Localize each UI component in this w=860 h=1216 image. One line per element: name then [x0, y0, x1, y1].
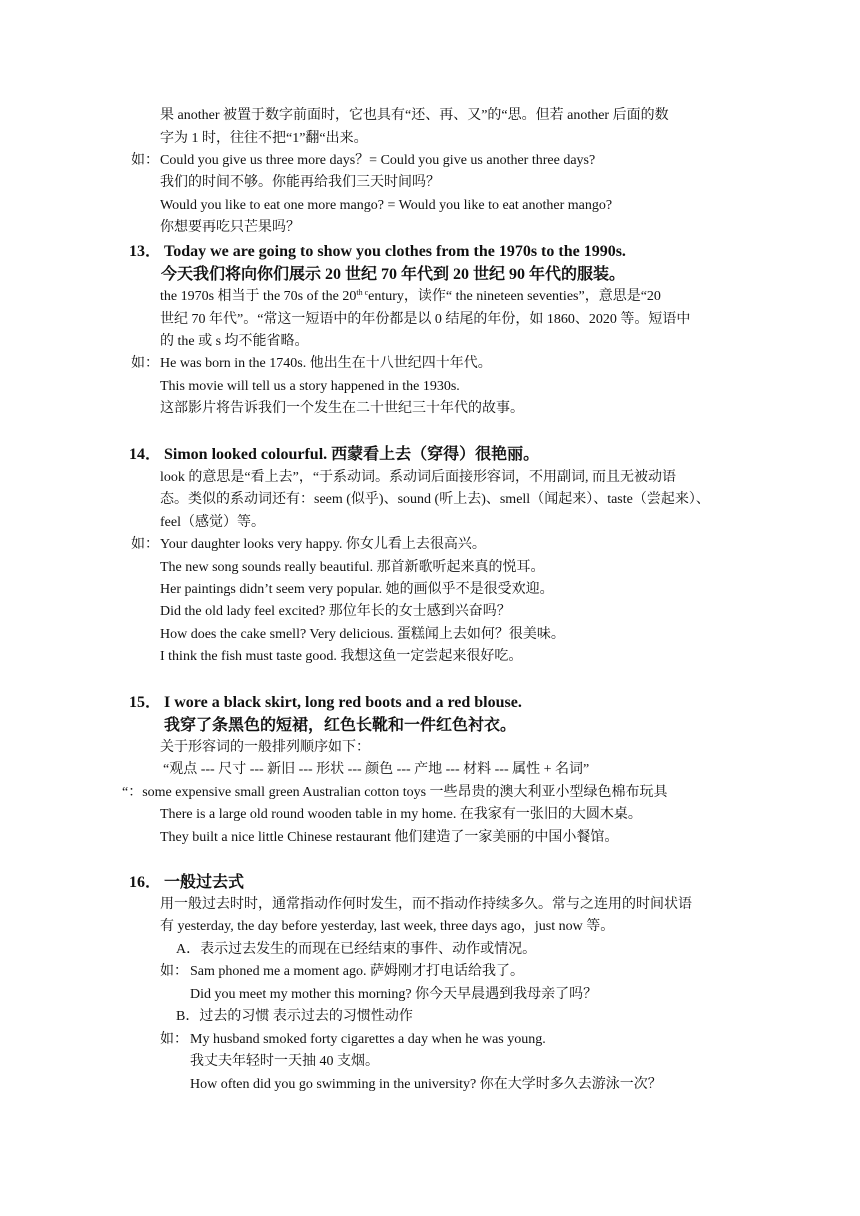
- example-prefix: 如：: [131, 537, 159, 552]
- example-prefix: 如：: [160, 1032, 188, 1047]
- section-13-number: 13．: [129, 243, 162, 260]
- section-15-title-zh: 我穿了条黑色的短裙，红色长靴和一件红色衬衣。: [164, 717, 517, 734]
- example-prefix: 如：: [160, 964, 188, 979]
- intro-example-2-zh: 你想要再吃只芒果吗？: [160, 220, 300, 235]
- example-prefix: 如：: [131, 153, 159, 168]
- intro-example-2-en: Would you like to eat one more mango? = Would you like to eat another mango?: [160, 198, 613, 213]
- section-13-example-2: This movie will tell us a story happened in the 1930s.: [160, 379, 460, 394]
- section-16-a-example-2: Did you meet my mother this morning? 你今天早晨遇到我母亲了吗？: [190, 987, 598, 1002]
- section-14-example-2: The new song sounds really beautiful. 那首新歌听起来真的悦耳。: [160, 560, 545, 575]
- section-14-example-4: Did the old lady feel excited? 那位年长的女士感到兴奋吗？: [160, 604, 511, 619]
- adjective-order-line: “观点 --- 尺寸 --- 新旧 --- 形状 --- 颜色 --- 产地 --- 材料 --- 属性 + 名词”: [163, 762, 590, 777]
- section-13-paragraph-line-3: 的 the 或 s 均不能省略。: [160, 334, 309, 349]
- section-15-example-3: They built a nice little Chinese restaurant 他们建造了一家美丽的中国小餐馆。: [160, 830, 619, 845]
- example-prefix: 如：: [131, 356, 159, 371]
- section-13-p1-part-a: the 1970s 相当于 the 70s of the 20: [160, 289, 357, 304]
- section-15-number: 15．: [129, 694, 162, 711]
- section-14-example-1: Your daughter looks very happy. 你女儿看上去很高兴。: [160, 537, 486, 552]
- section-14-paragraph-line-3: feel（感觉）等。: [160, 515, 265, 530]
- section-15-example-1: “：some expensive small green Australian cotton toys 一些昂贵的澳大利亚小型绿色棉布玩具: [122, 785, 668, 800]
- section-15-example-2: There is a large old round wooden table in my home. 在我家有一张旧的大圆木桌。: [160, 807, 642, 822]
- section-13-p1-part-b: entury，读作“ the nineteen seventies”，意思是“20: [368, 289, 661, 304]
- section-16-b-example-3: How often did you go swimming in the university? 你在大学时多久去游泳一次？: [190, 1077, 662, 1092]
- section-13-paragraph-line-1: [160, 288, 661, 306]
- section-16-paragraph-line-2: 有 yesterday, the day before yesterday, last week, three days ago，just now 等。: [160, 919, 615, 934]
- section-14-paragraph-line-2: 态。类似的系动词还有：seem (似乎)、sound (听上去)、smell（闻起来）、taste（尝起来）、: [160, 492, 710, 507]
- section-15-paragraph-line-1: 关于形容词的一般排列顺序如下：: [160, 740, 370, 755]
- section-16-paragraph-line-1: 用一般过去时时，通常指动作何时发生，而不指动作持续多久。常与之连用的时间状语: [160, 897, 692, 912]
- section-16-point-a: A．表示过去发生的而现在已经结束的事件、动作或情况。: [176, 942, 537, 957]
- section-16-b-example-1: My husband smoked forty cigarettes a day when he was young.: [190, 1032, 546, 1047]
- intro-example-1-zh: 我们的时间不够。你能再给我们三天时间吗？: [160, 175, 440, 190]
- section-16-point-b: B．过去的习惯 表示过去的习惯性动作: [176, 1009, 413, 1024]
- section-14-example-6: I think the fish must taste good. 我想这鱼一定尝起来很好吃。: [160, 649, 523, 664]
- section-13-paragraph-line-2: 世纪 70 年代”。“常这一短语中的年份都是以 0 结尾的年份，如 1860、2020 等。短语中: [160, 312, 691, 327]
- section-14-title: Simon looked colourful. 西蒙看上去（穿得）很艳丽。: [164, 446, 540, 463]
- section-16-title: 一般过去式: [164, 874, 245, 891]
- section-13-example-1: He was born in the 1740s. 他出生在十八世纪四十年代。: [160, 356, 492, 371]
- section-16-a-example-1: Sam phoned me a moment ago. 萨姆刚才打电话给我了。: [190, 964, 525, 979]
- section-13-example-3: 这部影片将告诉我们一个发生在二十世纪三十年代的故事。: [160, 401, 524, 416]
- section-14-example-3: Her paintings didn’t seem very popular. 她的画似乎不是很受欢迎。: [160, 582, 554, 597]
- section-14-number: 14．: [129, 446, 162, 463]
- intro-example-1-en: Could you give us three more days？= Could you give us another three days?: [160, 153, 596, 168]
- section-16-b-example-2: 我丈夫年轻时一天抽 40 支烟。: [190, 1054, 379, 1069]
- intro-line-1: 果 another 被置于数字前面时，它也具有“还、再、又”的“思。但若 another 后面的数: [160, 108, 669, 123]
- intro-line-2: 字为 1 时，往往不把“1”翻“出来。: [160, 131, 368, 146]
- section-14-paragraph-line-1: look 的意思是“看上去”，“于系动词。系动词后面接形容词，不用副词, 而且无被动语: [160, 470, 677, 485]
- superscript-th: th c: [356, 288, 369, 297]
- section-15-title-en: I wore a black skirt, long red boots and a red blouse.: [164, 694, 522, 711]
- section-13-title-zh: 今天我们将向你们展示 20 世纪 70 年代到 20 世纪 90 年代的服装。: [161, 266, 626, 283]
- section-13-title-en: Today we are going to show you clothes from the 1970s to the 1990s.: [164, 243, 626, 260]
- section-14-example-5: How does the cake smell? Very delicious. 蛋糕闻上去如何？很美味。: [160, 627, 565, 642]
- section-16-number: 16．: [129, 874, 162, 891]
